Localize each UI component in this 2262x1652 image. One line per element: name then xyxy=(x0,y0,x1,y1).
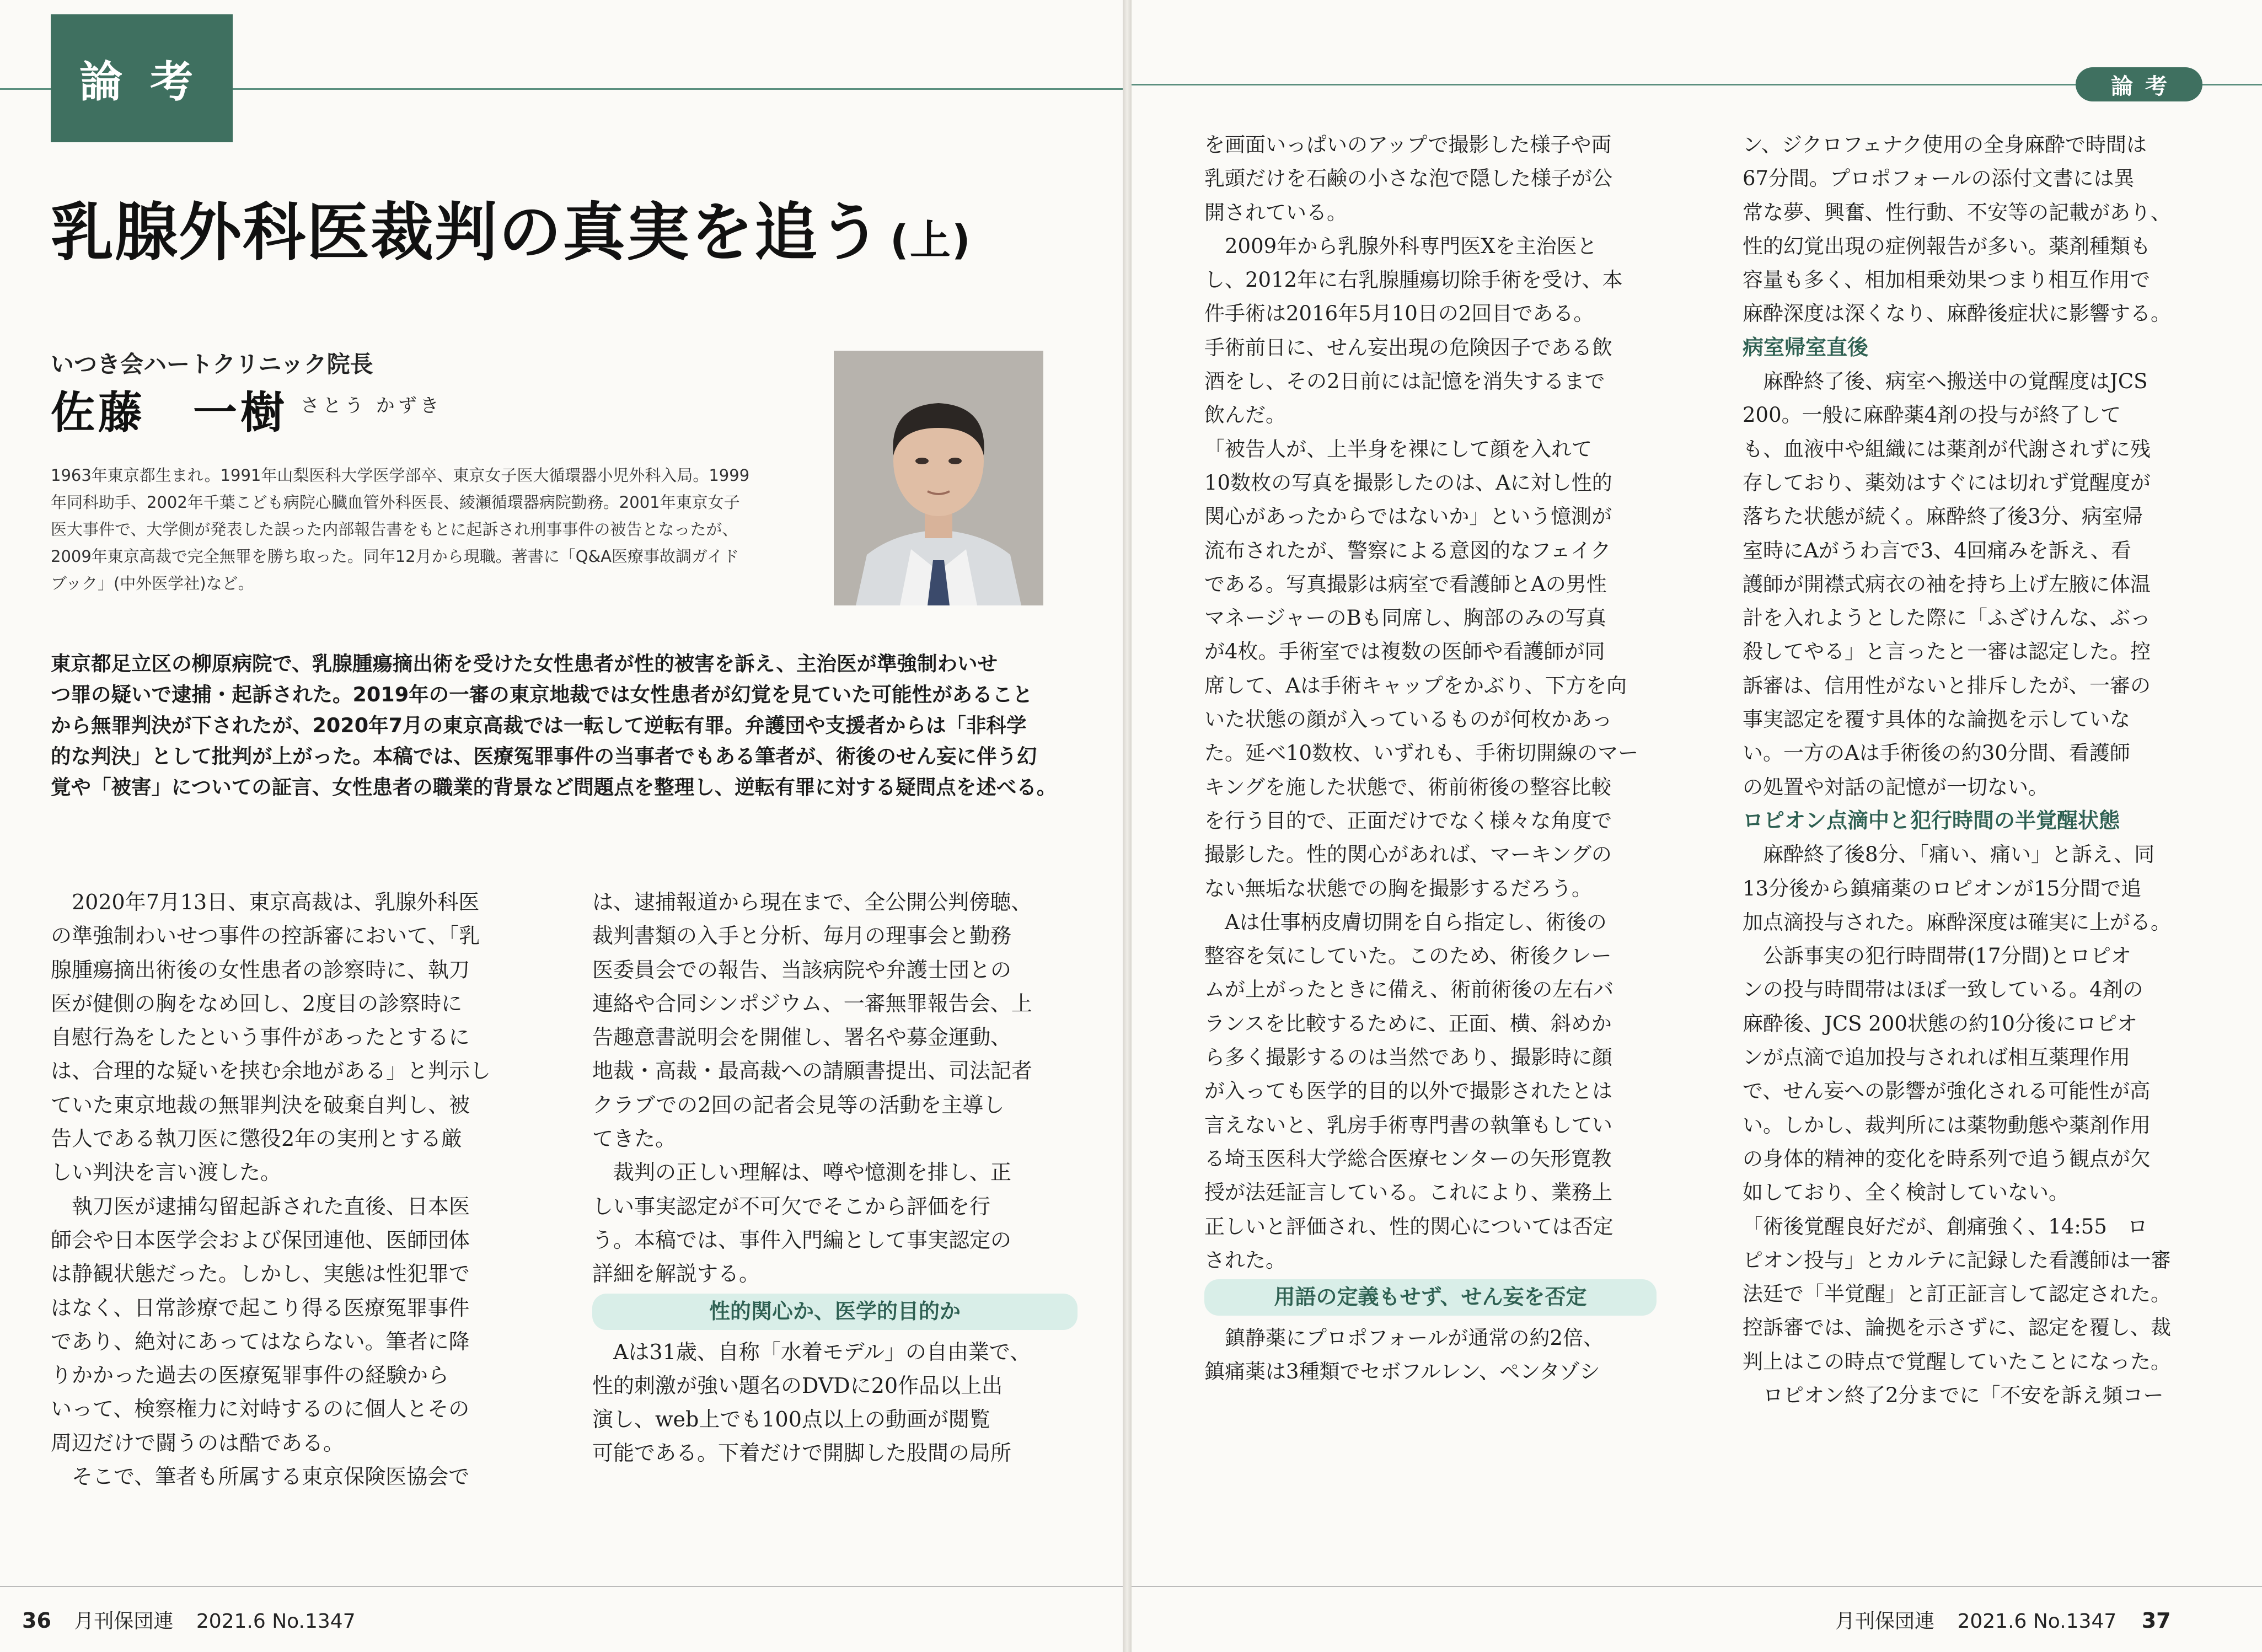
body-line: マネージャーのBも同席し、胸部のみの写真 xyxy=(1204,606,1606,630)
author-affiliation: いつき会ハートクリニック院長 xyxy=(51,351,373,378)
body-line: の身体的精神的変化を時系列で追う観点が欠 xyxy=(1743,1146,2151,1171)
left-page xyxy=(0,0,1123,1652)
body-line: 訴審は、信用性がないと排斥したが、一審の xyxy=(1743,673,2151,698)
body-line: 室時にAがうわ言で3、4回痛みを訴え、看 xyxy=(1743,538,2132,562)
body-line: 手術前日に、せん妄出現の危険因子である飲 xyxy=(1204,335,1612,360)
body-line: 「術後覚醒良好だが、創痛強く、14:55 ロ xyxy=(1743,1214,2148,1238)
lead-line: 東京都足立区の柳原病院で、乳腺腫瘍摘出術を受けた女性患者が性的被害を訴え、主治医が準強制わいせ xyxy=(51,652,998,675)
issue-info: 2021.6 No.1347 xyxy=(196,1610,356,1633)
body-line: い。一方のAは手術後の約30分間、看護師 xyxy=(1743,741,2130,765)
body-line: 存しており、薬効はすぐには切れず覚醒度が xyxy=(1743,470,2151,495)
section-tag: 論考 xyxy=(51,14,233,142)
subheading: 病室帰室直後 xyxy=(1743,335,1869,360)
magazine-name: 月刊保団連 xyxy=(74,1610,174,1633)
body-line: ンが点滴で追加投与されれば相互薬理作用 xyxy=(1743,1045,2130,1070)
author-kana: さとう かずき xyxy=(301,395,442,417)
body-line: 護師が開襟式病衣の袖を持ち上げ左腋に体温 xyxy=(1743,572,2151,596)
bio-line: ブック」(中外医学社)など。 xyxy=(51,574,254,593)
body-line: 整容を気にしていた。このため、術後クレー xyxy=(1204,944,1612,968)
author-name: 佐藤 一樹 xyxy=(51,387,288,438)
body-line: 裁判書類の入手と分析、毎月の理事会と勤務 xyxy=(592,924,1012,948)
section-tag: 論考 xyxy=(2076,67,2202,101)
lead-paragraph xyxy=(51,648,1076,803)
body-line: 法廷で「半覚醒」と訂正証言して認定された。 xyxy=(1743,1282,2171,1306)
body-line: う。本稿では、事件入門編として事実認定の xyxy=(592,1227,1012,1252)
body-line: の準強制わいせつ事件の控訴審において、「乳 xyxy=(51,924,480,948)
body-line: いって、検察権力に対峙するのに個人とその xyxy=(51,1397,470,1422)
body-line: そこで、筆者も所属する東京保険医協会で xyxy=(51,1465,470,1489)
lead-line: 覚や「被害」についての証言、女性患者の職業的背景など問題点を整理し、逆転有罪に対する疑問点を述べる。 xyxy=(51,775,1057,799)
body-line: 控訴審では、論拠を示さずに、認定を覆し、裁 xyxy=(1743,1316,2171,1340)
body-line: 殺してやる」と言ったと一審は認定した。控 xyxy=(1743,640,2151,664)
body-line: された。 xyxy=(1204,1248,1286,1272)
body-line: 判上はこの時点で覚醒していたことになった。 xyxy=(1743,1349,2171,1374)
body-column-2 xyxy=(592,886,1078,1471)
body-line: は、逮捕報道から現在まで、全公開公判傍聴、 xyxy=(592,890,1032,914)
body-line: 周辺だけで闘うのは酷である。 xyxy=(51,1430,345,1455)
body-line: で、せん妄への影響が強化される可能性が高 xyxy=(1743,1079,2151,1103)
body-line: し、2012年に右乳腺腫瘍切除手術を受け、本 xyxy=(1204,268,1623,292)
page-number: 36 xyxy=(22,1608,51,1633)
title-part: (上) xyxy=(890,217,972,264)
footer-rule xyxy=(0,1586,1123,1587)
body-line: ていた東京地裁の無罪判決を破棄自判し、被 xyxy=(51,1092,470,1117)
body-line: 加点滴投与された。麻酔深度は確実に上がる。 xyxy=(1743,910,2171,934)
footer-rule xyxy=(1132,1586,2262,1587)
body-line: 裁判の正しい理解は、噂や憶測を排し、正 xyxy=(592,1160,1012,1185)
body-line: 麻酔終了後8分、「痛い、痛い」と訴え、同 xyxy=(1743,843,2155,867)
body-line: ランスを比較するために、正面、横、斜めか xyxy=(1204,1011,1612,1036)
author-bio xyxy=(51,462,812,597)
body-line: 麻酔終了後、病室へ搬送中の覚醒度はJCS xyxy=(1743,369,2148,394)
body-line: ンの投与時間帯はほぼ一致している。4剤の xyxy=(1743,978,2143,1002)
body-line: 腺腫瘍摘出術後の女性患者の診察時に、執刀 xyxy=(51,957,470,982)
author-photo xyxy=(834,351,1043,605)
title-main: 乳腺外科医裁判の真実を追う xyxy=(51,196,883,269)
body-line: 性的刺激が強い題名のDVDに20作品以上出 xyxy=(592,1373,1003,1398)
body-line: 事実認定を覆す具体的な論拠を示していな xyxy=(1743,707,2130,732)
body-line: を画面いっぱいのアップで撮影した様子や両 xyxy=(1204,133,1612,157)
magazine-name: 月刊保団連 xyxy=(1835,1610,1935,1633)
body-line: 常な夢、興奮、性行動、不安等の記載があり、 xyxy=(1743,200,2171,224)
body-line: 席して、Aは手術キャップをかぶり、下方を向 xyxy=(1204,673,1627,698)
body-line: いた状態の顔が入っているものが何枚かあっ xyxy=(1204,707,1612,732)
body-line: 告人である執刀医に懲役2年の実刑とする厳 xyxy=(51,1127,463,1151)
body-line: 告趣意書説明会を開催し、署名や募金運動、 xyxy=(592,1025,1012,1050)
body-line: 麻酔深度は深くなり、麻酔後症状に影響する。 xyxy=(1743,302,2171,326)
page-gutter xyxy=(1123,0,1132,1652)
body-line: しい事実認定が不可欠でそこから評価を行 xyxy=(592,1194,991,1219)
page-number: 37 xyxy=(2141,1608,2171,1633)
body-line: を行う目的で、正面だけでなく様々な角度で xyxy=(1204,808,1612,833)
body-column-3 xyxy=(1204,128,1657,1389)
right-page xyxy=(1132,0,2262,1652)
body-line: が4枚。手術室では複数の医師や看護師が同 xyxy=(1204,640,1605,664)
body-line: 67分間。プロポフォールの添付文書には異 xyxy=(1743,167,2135,191)
body-line: は静観状態だった。しかし、実態は性犯罪で xyxy=(51,1262,470,1286)
body-line: 可能である。下着だけで開脚した股間の局所 xyxy=(592,1441,1012,1466)
body-line: Aは仕事柄皮膚切開を自ら指定し、術後の xyxy=(1204,910,1607,934)
body-line: 麻酔後、JCS 200状態の約10分後にロピオ xyxy=(1743,1011,2137,1036)
body-line: る埼玉医科大学総合医療センターの矢形寛教 xyxy=(1204,1146,1612,1171)
body-line: 計を入れようとした際に「ふざけんな、ぶっ xyxy=(1743,606,2151,630)
body-line: 詳細を解説する。 xyxy=(592,1262,760,1286)
body-line: 鎮痛薬は3種類でセボフルレン、ペンタゾシ xyxy=(1204,1360,1600,1384)
body-line: も、血液中や組織には薬剤が代謝されずに残 xyxy=(1743,437,2151,461)
body-line: 流布されたが、警察による意図的なフェイク xyxy=(1204,538,1611,562)
body-line: ら多く撮影するのは当然であり、撮影時に顔 xyxy=(1204,1045,1612,1070)
body-line: い。しかし、裁判所には薬物動態や薬剤作用 xyxy=(1743,1113,2151,1137)
body-line: 鎮静薬にプロポフォールが通常の約2倍、 xyxy=(1204,1326,1604,1350)
body-line: 200。一般に麻酔薬4剤の投与が終了して xyxy=(1743,403,2121,427)
body-line: 医委員会での報告、当該病院や弁護士団との xyxy=(592,957,1012,982)
body-line: 2020年7月13日、東京高裁は、乳腺外科医 xyxy=(51,890,480,914)
footer-right xyxy=(1835,1606,2171,1634)
body-line: Aは31歳、自称「水着モデル」の自由業で、 xyxy=(592,1339,1031,1364)
body-line: 落ちた状態が続く。麻酔終了後3分、病室帰 xyxy=(1743,505,2143,529)
body-line: はなく、日常診療で起こり得る医療冤罪事件 xyxy=(51,1295,470,1320)
body-line: 開されている。 xyxy=(1204,200,1347,224)
body-line: ムが上がったときに備え、術前術後の左右バ xyxy=(1204,978,1614,1002)
body-line: 2009年から乳腺外科専門医Xを主治医と xyxy=(1204,234,1598,258)
body-line: 件手術は2016年5月10日の2回目である。 xyxy=(1204,302,1594,326)
lead-line: つ罪の疑いで逮捕・起訴された。2019年の一審の東京地裁では女性患者が幻覚を見ていた可能性があること xyxy=(51,683,1033,706)
subheading: ロピオン点滴中と犯行時間の半覚醒状態 xyxy=(1743,808,2120,833)
body-line: である。写真撮影は病室で看護師とAの男性 xyxy=(1204,572,1607,596)
body-line: キングを施した状態で、術前術後の整容比較 xyxy=(1204,775,1612,799)
lead-line: 的な判決」として批判が上がった。本稿では、医療冤罪事件の当事者でもある筆者が、術後のせん妄に伴う幻 xyxy=(51,744,1037,768)
footer-left xyxy=(22,1606,356,1634)
body-line: 乳頭だけを石鹸の小さな泡で隠した様子が公 xyxy=(1204,167,1612,191)
body-line: が入っても医学的目的以外で撮影されたとは xyxy=(1204,1079,1612,1103)
body-line: 公訴事実の犯行時間帯(17分間)とロピオ xyxy=(1743,944,2131,968)
body-column-1 xyxy=(51,886,536,1494)
body-line: は、合理的な疑いを挟む余地がある」と判示し xyxy=(51,1059,491,1084)
body-line: てきた。 xyxy=(592,1127,677,1151)
bio-line: 年同科助手、2002年千葉こども病院心臓血管外科医長、綾瀬循環器病院勤務。2001年東京女子 xyxy=(51,493,740,512)
body-column-4 xyxy=(1743,128,2195,1412)
body-line: 医が健側の胸をなめ回し、2度目の診察時に xyxy=(51,991,463,1016)
body-line: 言えないと、乳房手術専門書の執筆もしてい xyxy=(1204,1113,1612,1137)
body-line: ピオン投与」とカルテに記録した看護師は一審 xyxy=(1743,1248,2171,1272)
body-line: 酒をし、その2日前には記憶を消失するまで xyxy=(1204,369,1605,394)
body-line: 連絡や合同シンポジウム、一審無罪報告会、上 xyxy=(592,991,1032,1016)
bio-line: 2009年東京高裁で完全無罪を勝ち取った。同年12月から現職。著書に「Q&A医療事故調ガイド xyxy=(51,547,739,566)
body-line: 正しいと評価され、性的関心については否定 xyxy=(1204,1214,1614,1238)
issue-info: 2021.6 No.1347 xyxy=(1957,1610,2117,1633)
body-line: 関心があったからではないか」という憶測が xyxy=(1204,505,1612,529)
body-line: しい判決を言い渡した。 xyxy=(51,1160,282,1185)
body-line: 「被告人が、上半身を裸にして顔を入れて xyxy=(1204,437,1592,461)
body-line: 師会や日本医学会および保団連他、医師団体 xyxy=(51,1227,470,1252)
body-line: であり、絶対にあってはならない。筆者に降 xyxy=(51,1329,470,1354)
body-line: 執刀医が逮捕勾留起訴された直後、日本医 xyxy=(51,1194,470,1219)
body-line: 授が法廷証言している。これにより、業務上 xyxy=(1204,1181,1612,1205)
body-line: 撮影した。性的関心があれば、マーキングの xyxy=(1204,843,1612,867)
body-line: りかかった過去の医療冤罪事件の経験から xyxy=(51,1363,449,1388)
body-line: た。延べ10数枚、いずれも、手術切開線のマー xyxy=(1204,741,1639,765)
body-line: 容量も多く、相加相乗効果つまり相互作用で xyxy=(1743,268,2151,292)
body-line: ン、ジクロフェナク使用の全身麻酔で時間は xyxy=(1743,133,2147,157)
body-line: 13分後から鎮痛薬のロピオンが15分間で追 xyxy=(1743,876,2142,900)
body-line: 飲んだ。 xyxy=(1204,403,1286,427)
body-line: ロピオン終了2分までに「不安を訴え頻コー xyxy=(1743,1383,2164,1407)
body-line: 10数枚の写真を撮影したのは、Aに対し性的 xyxy=(1204,470,1612,495)
article-title xyxy=(51,182,972,272)
body-line: クラブでの2回の記者会見等の活動を主導し xyxy=(592,1092,1005,1117)
body-line: 性的幻覚出現の症例報告が多い。薬剤種類も xyxy=(1743,234,2151,258)
subheading: 性的関心か、医学的目的か xyxy=(592,1294,1078,1330)
body-line: 演し、web上でも100点以上の動画が閲覧 xyxy=(592,1407,990,1432)
body-line: 自慰行為をしたという事件があったとするに xyxy=(51,1025,470,1050)
body-line: ない無垢な状態での胸を撮影するだろう。 xyxy=(1204,876,1592,900)
bio-line: 医大事件で、大学側が発表した誤った内部報告書をもとに起訴され刑事事件の被告となったが、 xyxy=(51,520,738,539)
body-line: 如しており、全く検討していない。 xyxy=(1743,1181,2069,1205)
body-line: の処置や対話の記憶が一切ない。 xyxy=(1743,775,2049,799)
bio-line: 1963年東京都生まれ。1991年山梨医科大学医学部卒、東京女子医大循環器小児外科入局。1999 xyxy=(51,466,750,485)
lead-line: から無罪判決が下されたが、2020年7月の東京高裁では一転して逆転有罪。弁護団や支援者からは「非科学 xyxy=(51,714,1027,737)
subheading: 用語の定義もせず、せん妄を否定 xyxy=(1204,1279,1657,1316)
body-line: 地裁・高裁・最高裁への請願書提出、司法記者 xyxy=(592,1059,1033,1084)
